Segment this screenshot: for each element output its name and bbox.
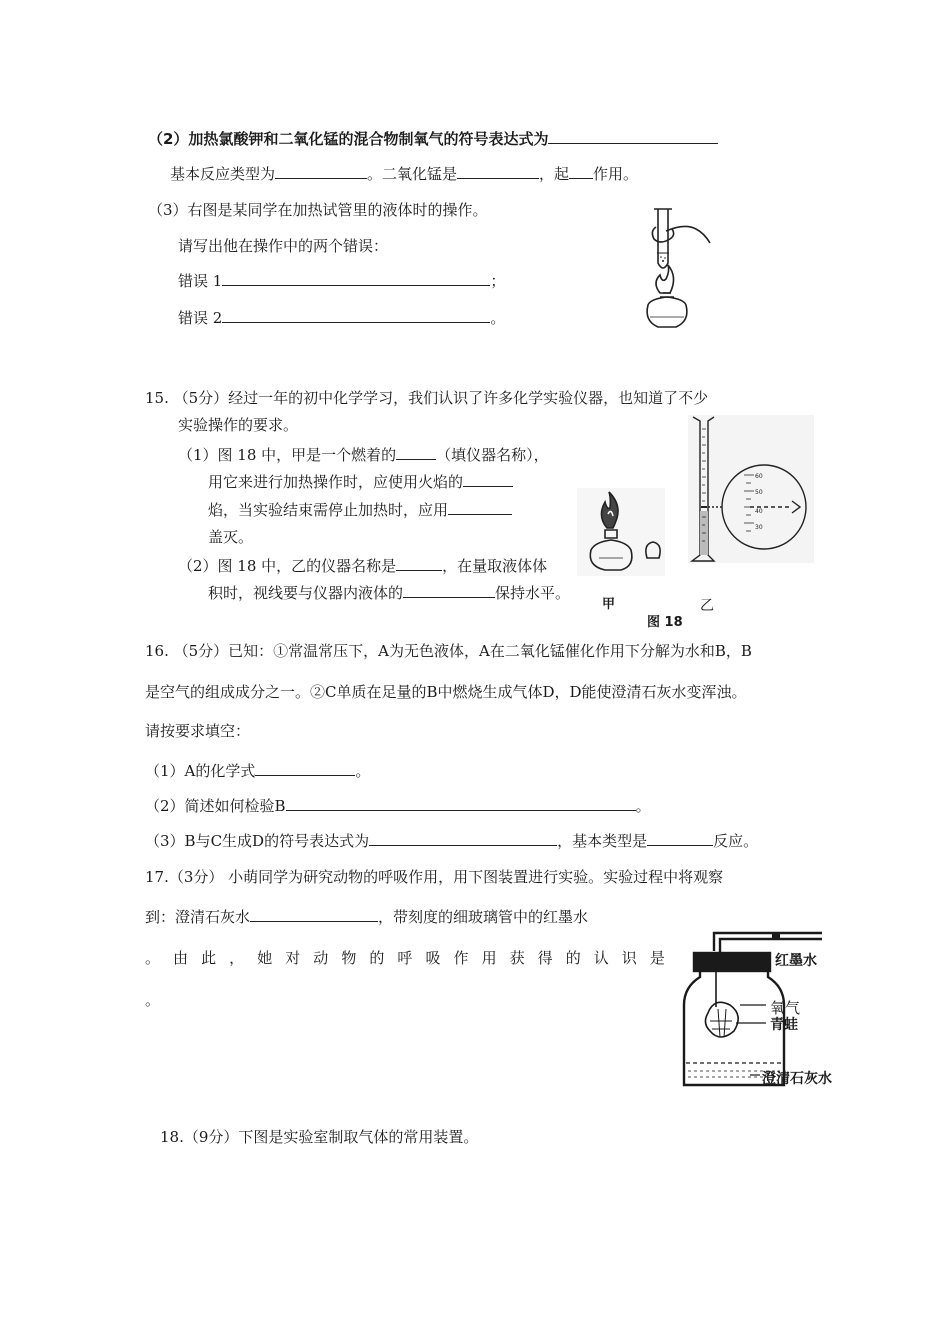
- answer-blank[interactable]: [463, 471, 513, 487]
- q14-part3-line1: （3）右图是某同学在加热试管里的液体时的操作。: [148, 201, 488, 219]
- q15-line2: 实验操作的要求。: [178, 416, 299, 434]
- q17-line3: 。 由 此 ， 她 对 动 物 的 呼 吸 作 用 获 得 的 认 识 是: [145, 949, 665, 967]
- answer-blank[interactable]: [569, 163, 593, 179]
- figure-label-yi: 乙: [700, 598, 714, 614]
- q15-sub1-line4: 盖灭。: [208, 528, 254, 546]
- scale-label: 50: [755, 489, 763, 496]
- scale-label: 30: [755, 524, 763, 531]
- answer-blank[interactable]: [647, 830, 713, 846]
- frog-basket: [705, 1002, 738, 1037]
- q16-sub3: （3）B与C生成D的符号表达式为 ，基本类型是 反应。: [145, 832, 759, 850]
- q16-line3: 请按要求填空：: [145, 722, 251, 740]
- answer-blank[interactable]: [275, 163, 367, 179]
- q15-sub2-line1: （2）图 18 中，乙的仪器名称是 ，在量取液体体: [178, 557, 548, 575]
- q15-sub2-line2: 积时，视线要与仪器内液体的 保持水平。: [208, 584, 571, 602]
- answer-blank[interactable]: [457, 163, 539, 179]
- figure-label-jia: 甲: [602, 597, 616, 612]
- scale-label: 40: [755, 508, 763, 515]
- answer-blank[interactable]: [255, 760, 355, 776]
- burning-alcohol-lamp-figure: [577, 488, 665, 576]
- q16-sub1: （1）A的化学式 。: [145, 762, 371, 780]
- q14-part2-line2: 基本反应类型为 。二氧化锰是 ，起 作用。: [170, 165, 639, 183]
- q16-sub2: （2）简述如何检验B 。: [145, 797, 651, 815]
- q17-line4: 。: [145, 991, 161, 1009]
- red-ink-drop: [772, 933, 780, 939]
- answer-blank[interactable]: [369, 830, 557, 846]
- answer-blank[interactable]: [448, 499, 512, 515]
- glass-tube-top: [714, 933, 822, 951]
- label-red-ink: 红墨水: [775, 953, 817, 969]
- q14-part2-line1: （2）加热氯酸钾和二氧化锰的混合物制氧气的符号表达式为: [148, 128, 718, 149]
- q15-sub1-line3: 焰，当实验结束需停止加热时，应用: [208, 499, 512, 520]
- graduated-cylinder-figure: [688, 415, 814, 563]
- answer-blank[interactable]: [286, 795, 636, 811]
- label-limewater: 澄清石灰水: [762, 1071, 832, 1087]
- scale-label: 60: [755, 473, 763, 480]
- q15-sub1-line2: 用它来进行加热操作时，应使用火焰的: [208, 471, 513, 492]
- answer-blank[interactable]: [222, 270, 490, 286]
- answer-blank[interactable]: [396, 444, 436, 460]
- rubber-stopper: [694, 953, 770, 971]
- q16-line2: 是空气的组成成分之一。②C单质在足量的B中燃烧生成气体D，D能使澄清石灰水变浑浊。: [145, 683, 747, 701]
- answer-blank[interactable]: [548, 128, 718, 144]
- q16-line1: 16. （5分）已知：①常温常压下，A为无色液体，A在二氧化锰催化作用下分解为水和B，B: [145, 642, 752, 660]
- q14-error1: 错误 1 ；: [178, 272, 506, 290]
- answer-blank[interactable]: [222, 307, 490, 323]
- label-frog: 青蛙: [770, 1017, 798, 1033]
- label-oxygen: 氧气: [770, 999, 801, 1017]
- q18-line1: 18.（9分）下图是实验室制取气体的常用装置。: [160, 1128, 479, 1146]
- test-tube-heating-figure: [630, 205, 720, 335]
- q17-line1: 17.（3分） 小萌同学为研究动物的呼吸作用，用下图装置进行实验。实验过程中将观察: [145, 868, 724, 886]
- q14-error2: 错误 2 。: [178, 309, 506, 327]
- answer-blank[interactable]: [250, 906, 378, 922]
- figure-caption: 图 18: [647, 615, 683, 630]
- answer-blank[interactable]: [403, 582, 495, 598]
- q15-line1: 15. （5分）经过一年的初中化学学习，我们认识了许多化学实验仪器，也知道了不少: [145, 389, 709, 407]
- q17-line2: 到：澄清石灰水 ，带刻度的细玻璃管中的红墨水: [145, 908, 589, 926]
- flame: [656, 265, 674, 293]
- q14-part3-line2: 请写出他在操作中的两个错误：: [178, 237, 389, 255]
- answer-blank[interactable]: [396, 555, 442, 571]
- q15-sub1-line1: （1）图 18 中，甲是一个燃着的 （填仪器名称），: [178, 446, 549, 464]
- alcohol-lamp: [647, 297, 687, 327]
- test-tube: [658, 209, 668, 268]
